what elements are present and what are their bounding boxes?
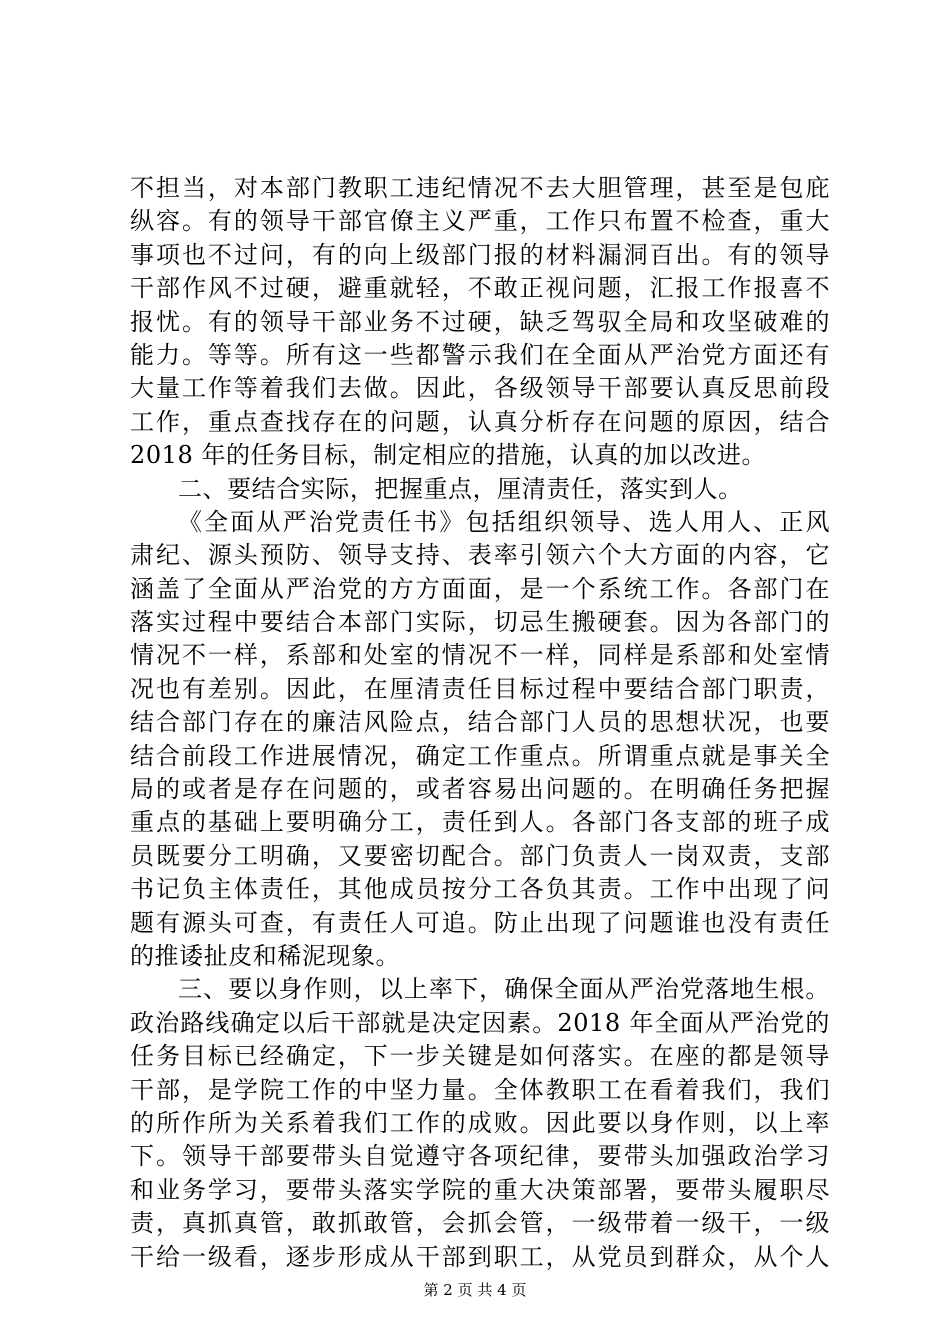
text-line: 纵容。有的领导干部官僚主义严重，工作只布置不检查，重大 <box>130 207 830 236</box>
text-line: 干部作风不过硬，避重就轻，不敢正视问题，汇报工作报喜不 <box>130 274 830 303</box>
text-line: 不担当，对本部门教职工违纪情况不去大胆管理，甚至是包庇 <box>130 174 830 202</box>
text-line: 政治路线确定以后干部就是决定因素。2018 年全面从严治党的 <box>130 1008 830 1037</box>
text-line: 《全面从严治党责任书》包括组织领导、选人用人、正风 <box>178 507 830 536</box>
text-line: 结合部门存在的廉洁风险点，结合部门人员的思想状况，也要 <box>130 708 830 737</box>
text-line: 干给一级看，逐步形成从干部到职工，从党员到群众，从个人 <box>130 1242 830 1271</box>
text-line: 书记负主体责任，其他成员按分工各负其责。工作中出现了问 <box>130 875 830 904</box>
text-line: 任务目标已经确定，下一步关键是如何落实。在座的都是领导 <box>130 1042 830 1071</box>
text-line: 责，真抓真管，敢抓敢管，会抓会管，一级带着一级干，一级 <box>130 1209 830 1238</box>
text-line: 报忧。有的领导干部业务不过硬，缺乏驾驭全局和攻坚破难的 <box>130 307 830 336</box>
text-line: 工作，重点查找存在的问题，认真分析存在问题的原因，结合 <box>130 407 830 436</box>
document-body <box>130 172 830 1274</box>
text-line: 肃纪、源头预防、领导支持、表率引领六个大方面的内容，它 <box>130 541 830 570</box>
text-line: 和业务学习，要带头落实学院的重大决策部署，要带头履职尽 <box>130 1175 830 1204</box>
text-line: 干部，是学院工作的中坚力量。全体教职工在看着我们，我们 <box>130 1075 830 1104</box>
text-line: 的推诿扯皮和稀泥现象。 <box>130 941 401 970</box>
text-line: 局的或者是存在问题的，或者容易出问题的。在明确任务把握 <box>130 775 830 804</box>
text-line: 况也有差别。因此，在厘清责任目标过程中要结合部门职责， <box>130 674 830 703</box>
text-line: 下。领导干部要带头自觉遵守各项纪律，要带头加强政治学习 <box>130 1142 830 1171</box>
text-line: 事项也不过问，有的向上级部门报的材料漏洞百出。有的领导 <box>130 240 830 269</box>
text-line: 2018 年的任务目标，制定相应的措施，认真的加以改进。 <box>130 441 767 470</box>
text-line: 情况不一样，系部和处室的情况不一样，同样是系部和处室情 <box>130 641 830 670</box>
text-line: 结合前段工作进展情况，确定工作重点。所谓重点就是事关全 <box>130 741 830 770</box>
text-line: 三、要以身作则，以上率下，确保全面从严治党落地生根。 <box>178 975 830 1004</box>
page-number-footer: 第 2 页 共 4 页 <box>423 1281 527 1299</box>
text-line: 大量工作等着我们去做。因此，各级领导干部要认真反思前段 <box>130 374 830 403</box>
text-line: 涵盖了全面从严治党的方方面面，是一个系统工作。各部门在 <box>130 574 830 603</box>
text-line: 能力。等等。所有这一些都警示我们在全面从严治党方面还有 <box>130 340 830 369</box>
text-line: 员既要分工明确，又要密切配合。部门负责人一岗双责，支部 <box>130 841 830 870</box>
text-line: 重点的基础上要明确分工，责任到人。各部门各支部的班子成 <box>130 808 830 837</box>
text-line: 二、要结合实际，把握重点，厘清责任，落实到人。 <box>178 474 743 503</box>
text-line: 的所作所为关系着我们工作的成败。因此要以身作则，以上率 <box>130 1108 830 1137</box>
text-line: 题有源头可查，有责任人可追。防止出现了问题谁也没有责任 <box>130 908 830 937</box>
text-line: 落实过程中要结合本部门实际，切忌生搬硬套。因为各部门的 <box>130 608 830 637</box>
